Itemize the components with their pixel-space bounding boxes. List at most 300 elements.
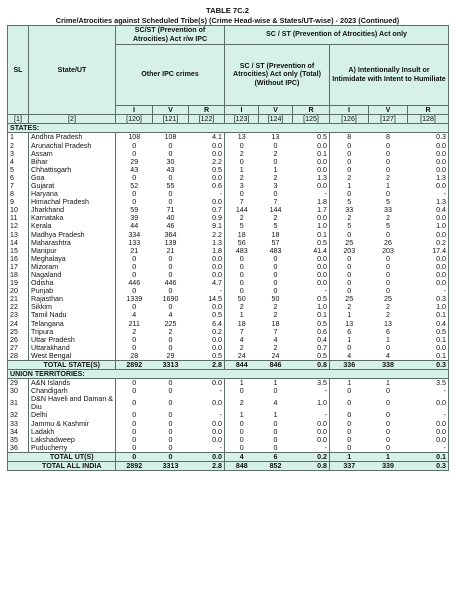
state-name-cell: Gujarat bbox=[29, 182, 116, 190]
value-cell: 0.3 bbox=[408, 133, 449, 142]
state-name-cell: Maharashtra bbox=[29, 239, 116, 247]
value-cell: 0 bbox=[116, 428, 153, 436]
value-cell: 0.5 bbox=[317, 238, 327, 247]
sl-cell: 15 bbox=[8, 247, 29, 255]
value-cell: 0.9 bbox=[212, 214, 222, 223]
state-row bbox=[8, 344, 449, 352]
state-name-cell: Telangana bbox=[29, 320, 116, 328]
value-cell: 0.1 bbox=[317, 149, 327, 158]
value-cell: 0.0 bbox=[408, 214, 449, 222]
value-cell: 0.0 bbox=[408, 344, 449, 352]
state-name-cell: Chandigarh bbox=[29, 387, 116, 395]
value-cell: 18 bbox=[271, 319, 280, 328]
sl-cell: 26 bbox=[8, 336, 29, 344]
total-value-cell: 3313 bbox=[153, 361, 189, 370]
value-cell: 0 bbox=[273, 262, 278, 271]
value-cell: 0 bbox=[116, 387, 153, 395]
sl-cell: 20 bbox=[8, 287, 29, 295]
states-section-row bbox=[8, 124, 449, 133]
total-value-cell: 0.2 bbox=[293, 452, 330, 461]
value-cell: 4 bbox=[273, 399, 278, 408]
value-cell: 33 bbox=[330, 206, 369, 214]
value-cell: 133 bbox=[116, 239, 153, 247]
state-name-cell: Lakshadweep bbox=[29, 436, 116, 444]
value-cell: 2 bbox=[225, 150, 259, 158]
state-row bbox=[8, 158, 449, 166]
value-cell: 364 bbox=[164, 230, 177, 239]
value-cell: 0 bbox=[116, 336, 153, 344]
value-cell: 1.7 bbox=[317, 206, 327, 215]
value-cell: 108 bbox=[164, 133, 177, 142]
value-cell: 1.3 bbox=[212, 238, 222, 247]
state-name-cell: Manipur bbox=[29, 247, 116, 255]
value-cell: 5 bbox=[386, 198, 390, 207]
value-cell: 0 bbox=[330, 263, 369, 271]
state-name-cell: A&N Islands bbox=[29, 379, 116, 388]
section-label: STATES: bbox=[8, 124, 449, 133]
column-number: [127] bbox=[369, 114, 408, 123]
state-row bbox=[8, 198, 449, 206]
value-cell: - bbox=[324, 190, 327, 199]
value-cell: 0.6 bbox=[212, 181, 222, 190]
value-cell: 41.4 bbox=[313, 246, 327, 255]
value-cell: 25 bbox=[384, 295, 392, 304]
value-cell: 43 bbox=[166, 165, 175, 174]
value-cell: 0.5 bbox=[317, 351, 327, 360]
column-number: [2] bbox=[29, 114, 116, 123]
value-cell: 0 bbox=[386, 254, 390, 263]
total-value-cell: 848 bbox=[225, 461, 259, 470]
group-header-ipc: SC/ST (Prevention of Atrocities) Act r/w IPC bbox=[116, 25, 225, 44]
value-cell: 2 bbox=[330, 174, 369, 182]
value-cell: 1 bbox=[273, 165, 278, 174]
state-row bbox=[8, 328, 449, 336]
value-cell: 4 bbox=[168, 311, 173, 320]
total-value-cell: 0.3 bbox=[408, 361, 449, 370]
sl-cell: 30 bbox=[8, 387, 29, 395]
sl-cell: 36 bbox=[8, 444, 29, 453]
value-cell: 0.0 bbox=[212, 271, 222, 279]
value-cell: 55 bbox=[166, 181, 175, 190]
state-name-cell: Himachal Pradesh bbox=[29, 198, 116, 206]
data-table bbox=[7, 25, 449, 472]
value-cell: 1.0 bbox=[408, 222, 449, 230]
value-cell: 0 bbox=[386, 419, 390, 428]
value-cell: 1.0 bbox=[317, 399, 327, 408]
section-label: UNION TERRITORIES: bbox=[8, 370, 449, 379]
value-cell: 0.0 bbox=[317, 271, 327, 279]
value-cell: 0 bbox=[386, 230, 390, 239]
total-value-cell: 0.8 bbox=[293, 461, 330, 470]
state-row bbox=[8, 190, 449, 198]
state-name-cell: D&N Haveli and Daman & Diu bbox=[29, 395, 116, 411]
value-cell: 0.0 bbox=[212, 343, 222, 352]
ivr-header: V bbox=[153, 105, 189, 114]
value-cell: 5 bbox=[330, 198, 369, 206]
state-name-cell: Karnataka bbox=[29, 214, 116, 222]
value-cell: 3.5 bbox=[317, 379, 327, 388]
value-cell: 1 bbox=[273, 379, 278, 388]
state-name-cell: Odisha bbox=[29, 279, 116, 287]
value-cell: 0.5 bbox=[408, 328, 449, 336]
value-cell: 5 bbox=[225, 222, 259, 230]
value-cell: 13 bbox=[384, 319, 392, 328]
value-cell: 1.0 bbox=[317, 303, 327, 312]
value-cell: 1 bbox=[330, 311, 369, 319]
value-cell: 1339 bbox=[116, 295, 153, 303]
value-cell: 0 bbox=[386, 271, 390, 279]
value-cell: 0 bbox=[330, 411, 369, 419]
value-cell: 0 bbox=[116, 190, 153, 198]
value-cell: 446 bbox=[116, 279, 153, 287]
sl-cell: 12 bbox=[8, 222, 29, 230]
value-cell: 0 bbox=[168, 254, 173, 263]
total-value-cell: 336 bbox=[330, 361, 369, 370]
value-cell: 0.0 bbox=[317, 419, 327, 428]
state-name-cell: Madhya Pradesh bbox=[29, 231, 116, 239]
total-value-cell: 2.8 bbox=[189, 461, 225, 470]
sl-cell: 19 bbox=[8, 279, 29, 287]
value-cell: 0 bbox=[330, 166, 369, 174]
value-cell: 0.0 bbox=[408, 271, 449, 279]
ivr-header: I bbox=[116, 105, 153, 114]
value-cell: 0.2 bbox=[408, 239, 449, 247]
value-cell: 0 bbox=[116, 444, 153, 453]
state-row bbox=[8, 336, 449, 344]
value-cell: 2 bbox=[386, 303, 390, 312]
value-cell: 0 bbox=[386, 157, 390, 166]
value-cell: 0.5 bbox=[317, 133, 327, 142]
value-cell: 2 bbox=[386, 214, 390, 223]
value-cell: 1 bbox=[225, 166, 259, 174]
state-name-cell: Uttar Pradesh bbox=[29, 336, 116, 344]
value-cell: 0 bbox=[168, 303, 173, 312]
value-cell: 13 bbox=[330, 320, 369, 328]
value-cell: 483 bbox=[225, 247, 259, 255]
value-cell: 8 bbox=[386, 133, 390, 142]
value-cell: 3 bbox=[225, 182, 259, 190]
ut-row bbox=[8, 387, 449, 395]
state-row bbox=[8, 263, 449, 271]
value-cell: 0.5 bbox=[317, 319, 327, 328]
value-cell: 14.5 bbox=[208, 295, 222, 304]
value-cell: 26 bbox=[384, 238, 392, 247]
ivr-header: V bbox=[369, 105, 408, 114]
value-cell: 0.4 bbox=[408, 320, 449, 328]
value-cell: 0 bbox=[330, 395, 369, 411]
value-cell: 0.0 bbox=[212, 335, 222, 344]
ut-row bbox=[8, 436, 449, 444]
value-cell: 5 bbox=[273, 222, 278, 231]
value-cell: 0.0 bbox=[408, 420, 449, 428]
value-cell: 108 bbox=[116, 133, 153, 142]
value-cell: 3 bbox=[273, 181, 278, 190]
state-name-cell: Mizoram bbox=[29, 263, 116, 271]
state-name-cell: Chhattisgarh bbox=[29, 166, 116, 174]
total-label: TOTAL UT(S) bbox=[29, 452, 116, 461]
value-cell: 0.0 bbox=[408, 428, 449, 436]
value-cell: 2 bbox=[273, 311, 278, 320]
value-cell: 0 bbox=[168, 379, 173, 388]
value-cell: 0 bbox=[386, 149, 390, 158]
value-cell: 2 bbox=[273, 303, 278, 312]
sl-cell: 1 bbox=[8, 133, 29, 142]
column-number-row bbox=[8, 114, 449, 123]
sl-cell bbox=[8, 361, 29, 370]
value-cell: 0 bbox=[273, 254, 278, 263]
value-cell: 33 bbox=[384, 206, 392, 215]
value-cell: 0 bbox=[225, 387, 259, 395]
total-value-cell: 0 bbox=[116, 452, 153, 461]
sl-cell: 11 bbox=[8, 214, 29, 222]
value-cell: 0 bbox=[168, 343, 173, 352]
state-name-cell: Andhra Pradesh bbox=[29, 133, 116, 142]
state-row bbox=[8, 174, 449, 182]
sl-header: SL bbox=[8, 25, 29, 114]
state-row bbox=[8, 279, 449, 287]
value-cell: 0 bbox=[273, 279, 278, 288]
sl-cell: 10 bbox=[8, 206, 29, 214]
column-number: [124] bbox=[259, 114, 293, 123]
value-cell: 0.0 bbox=[212, 435, 222, 444]
sl-cell: 4 bbox=[8, 158, 29, 166]
value-cell: 29 bbox=[166, 351, 175, 360]
state-name-cell: Ladakh bbox=[29, 428, 116, 436]
column-number: [123] bbox=[225, 114, 259, 123]
value-cell: 0 bbox=[330, 436, 369, 444]
value-cell: 56 bbox=[225, 239, 259, 247]
value-cell: 1.8 bbox=[212, 246, 222, 255]
value-cell: 2.2 bbox=[212, 157, 222, 166]
total-value-cell: 1 bbox=[330, 452, 369, 461]
state-row bbox=[8, 295, 449, 303]
value-cell: 25 bbox=[330, 239, 369, 247]
state-row bbox=[8, 255, 449, 263]
value-cell: 0 bbox=[225, 444, 259, 453]
value-cell: 0 bbox=[330, 420, 369, 428]
value-cell: 0 bbox=[168, 198, 173, 207]
value-cell: 21 bbox=[166, 246, 175, 255]
value-cell: 0.0 bbox=[317, 254, 327, 263]
value-cell: 2 bbox=[330, 303, 369, 311]
value-cell: 0 bbox=[330, 158, 369, 166]
value-cell: 0.0 bbox=[408, 395, 449, 411]
value-cell: 0 bbox=[225, 436, 259, 444]
total-all-india-row bbox=[8, 461, 449, 470]
state-row bbox=[8, 206, 449, 214]
value-cell: 0 bbox=[116, 198, 153, 206]
sl-cell: 13 bbox=[8, 231, 29, 239]
ut-row bbox=[8, 420, 449, 428]
value-cell: 57 bbox=[271, 238, 280, 247]
ut-row bbox=[8, 428, 449, 436]
value-cell: 40 bbox=[166, 214, 175, 223]
value-cell: 0 bbox=[386, 279, 390, 288]
value-cell: 0 bbox=[386, 262, 390, 271]
total-value-cell: 0.3 bbox=[408, 461, 449, 470]
value-cell: 0.0 bbox=[317, 262, 327, 271]
value-cell: 0 bbox=[330, 387, 369, 395]
value-cell: 2 bbox=[225, 303, 259, 311]
column-number: [128] bbox=[408, 114, 449, 123]
value-cell: 211 bbox=[116, 320, 153, 328]
value-cell: 52 bbox=[116, 182, 153, 190]
ivr-header: R bbox=[408, 105, 449, 114]
column-number: [1] bbox=[8, 114, 29, 123]
sl-cell: 23 bbox=[8, 311, 29, 319]
value-cell: 334 bbox=[116, 231, 153, 239]
value-cell: 0.0 bbox=[212, 427, 222, 436]
state-name-cell: Bihar bbox=[29, 158, 116, 166]
column-number: [120] bbox=[116, 114, 153, 123]
value-cell: 0 bbox=[168, 287, 173, 296]
value-cell: 0 bbox=[168, 435, 173, 444]
value-cell: 2 bbox=[273, 343, 278, 352]
value-cell: 18 bbox=[225, 320, 259, 328]
state-name-cell: Goa bbox=[29, 174, 116, 182]
value-cell: 0 bbox=[225, 263, 259, 271]
state-name-cell: Uttarakhand bbox=[29, 344, 116, 352]
ivr-header: I bbox=[225, 105, 259, 114]
value-cell: 0.6 bbox=[317, 327, 327, 336]
value-cell: 17.4 bbox=[408, 247, 449, 255]
sl-cell: 33 bbox=[8, 420, 29, 428]
value-cell: - bbox=[219, 287, 222, 296]
value-cell: 0.3 bbox=[408, 295, 449, 303]
state-row bbox=[8, 150, 449, 158]
value-cell: 0 bbox=[225, 271, 259, 279]
value-cell: 0 bbox=[116, 395, 153, 411]
sl-cell bbox=[8, 452, 29, 461]
value-cell: 1.0 bbox=[317, 222, 327, 231]
value-cell: 0.0 bbox=[408, 263, 449, 271]
value-cell: - bbox=[219, 411, 222, 420]
total-value-cell: 1 bbox=[369, 452, 408, 461]
state-name-cell: Nagaland bbox=[29, 271, 116, 279]
value-cell: 28 bbox=[116, 352, 153, 361]
total-value-cell: 338 bbox=[369, 361, 408, 370]
value-cell: 4.1 bbox=[212, 133, 222, 142]
state-name-cell: Punjab bbox=[29, 287, 116, 295]
value-cell: 0.0 bbox=[408, 166, 449, 174]
sl-cell: 24 bbox=[8, 320, 29, 328]
value-cell: 0 bbox=[116, 142, 153, 150]
state-row bbox=[8, 352, 449, 361]
value-cell: 0 bbox=[386, 287, 390, 296]
value-cell: 0.0 bbox=[408, 279, 449, 287]
value-cell: 43 bbox=[116, 166, 153, 174]
value-cell: 139 bbox=[164, 238, 177, 247]
value-cell: 4 bbox=[273, 335, 278, 344]
value-cell: 0 bbox=[168, 173, 173, 182]
value-cell: 50 bbox=[271, 295, 280, 304]
ut-row bbox=[8, 395, 449, 411]
value-cell: 0 bbox=[116, 420, 153, 428]
state-name-cell: Assam bbox=[29, 150, 116, 158]
sl-cell: 32 bbox=[8, 411, 29, 419]
value-cell: 0 bbox=[168, 190, 173, 199]
value-cell: 29 bbox=[116, 158, 153, 166]
total-value-cell: 2892 bbox=[116, 461, 153, 470]
value-cell: 1.3 bbox=[408, 198, 449, 206]
value-cell: 0 bbox=[386, 399, 390, 408]
value-cell: 0 bbox=[330, 150, 369, 158]
value-cell: 0 bbox=[273, 271, 278, 279]
value-cell: 1 bbox=[330, 182, 369, 190]
sl-cell: 16 bbox=[8, 255, 29, 263]
ut-row bbox=[8, 444, 449, 453]
value-cell: 0.5 bbox=[212, 311, 222, 320]
value-cell: 0 bbox=[273, 157, 278, 166]
value-cell: 1.3 bbox=[408, 174, 449, 182]
sl-cell: 28 bbox=[8, 352, 29, 361]
value-cell: 0 bbox=[225, 142, 259, 150]
value-cell: 0.0 bbox=[212, 399, 222, 408]
value-cell: 7 bbox=[273, 198, 278, 207]
value-cell: 18 bbox=[225, 231, 259, 239]
value-cell: 24 bbox=[271, 351, 280, 360]
value-cell: 0 bbox=[116, 287, 153, 295]
total-value-cell: 4 bbox=[225, 452, 259, 461]
value-cell: 2 bbox=[386, 173, 390, 182]
value-cell: 44 bbox=[116, 222, 153, 230]
state-row bbox=[8, 222, 449, 230]
value-cell: 0.1 bbox=[317, 311, 327, 320]
value-cell: 0.0 bbox=[212, 379, 222, 388]
state-name-cell: Tamil Nadu bbox=[29, 311, 116, 319]
value-cell: 2 bbox=[225, 344, 259, 352]
value-cell: 0 bbox=[273, 435, 278, 444]
value-cell: 0.0 bbox=[317, 427, 327, 436]
column-number: [126] bbox=[330, 114, 369, 123]
value-cell: 0 bbox=[330, 190, 369, 198]
value-cell: 18 bbox=[271, 230, 280, 239]
value-cell: 0.0 bbox=[408, 142, 449, 150]
value-cell: 0.0 bbox=[212, 141, 222, 150]
value-cell: 0 bbox=[386, 443, 390, 452]
value-cell: 1 bbox=[386, 335, 390, 344]
value-cell: 0 bbox=[225, 190, 259, 198]
value-cell: 5 bbox=[386, 222, 390, 231]
value-cell: 21 bbox=[116, 247, 153, 255]
value-cell: 0 bbox=[168, 387, 173, 396]
ut-row bbox=[8, 411, 449, 419]
total-value-cell: 339 bbox=[369, 461, 408, 470]
total-value-cell: 844 bbox=[225, 361, 259, 370]
value-cell: 0 bbox=[273, 427, 278, 436]
sl-cell: 21 bbox=[8, 295, 29, 303]
value-cell: - bbox=[408, 411, 449, 419]
sl-cell: 7 bbox=[8, 182, 29, 190]
value-cell: 50 bbox=[225, 295, 259, 303]
sl-cell: 2 bbox=[8, 142, 29, 150]
subheader-act-total: SC / ST (Prevention of Atrocities) Act only (Total) (Without IPC) bbox=[225, 44, 330, 105]
total-label: TOTAL ALL INDIA bbox=[29, 461, 116, 470]
value-cell: 0 bbox=[168, 443, 173, 452]
value-cell: 0 bbox=[330, 428, 369, 436]
sl-cell: 29 bbox=[8, 379, 29, 388]
value-cell: 1 bbox=[386, 181, 390, 190]
value-cell: 0 bbox=[168, 427, 173, 436]
value-cell: 0 bbox=[330, 444, 369, 453]
total-value-cell: 0 bbox=[153, 452, 189, 461]
value-cell: 0.5 bbox=[317, 295, 327, 304]
column-number: [121] bbox=[153, 114, 189, 123]
value-cell: 46 bbox=[166, 222, 175, 231]
column-number: [122] bbox=[189, 114, 225, 123]
state-row bbox=[8, 303, 449, 311]
value-cell: 225 bbox=[164, 319, 177, 328]
